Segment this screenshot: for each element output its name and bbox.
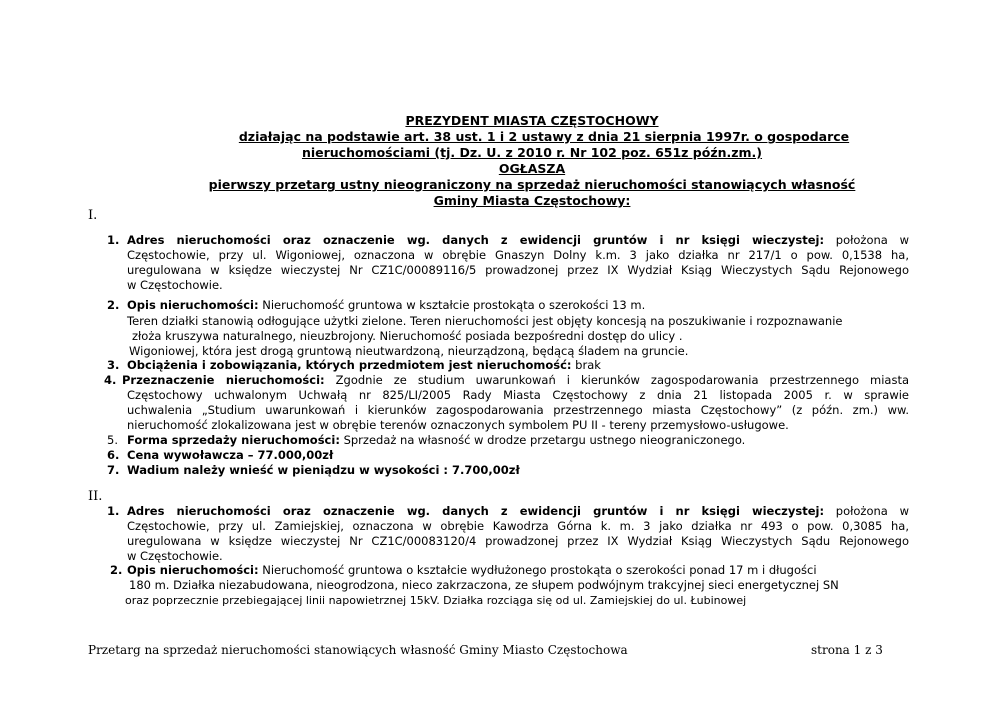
s1-item6-number: 6. xyxy=(107,448,120,462)
header-line-1: PREZYDENT MIASTA CZĘSTOCHOWY xyxy=(405,113,659,128)
s1-item1-line2: Częstochowie, przy ul. Wigoniowej, oznaczona w obrębie Gnaszyn Dolny k.m. 3 jako działka nr 217/1 o pow. 0,1538 ha, xyxy=(127,248,909,262)
s1-item1-line1-text: położona w xyxy=(835,233,909,247)
s2-item2-number: 2. xyxy=(110,563,123,577)
header-line-3: nieruchomościami (tj. Dz. U. z 2010 r. Nr 102 poz. 651z późn.zm.) xyxy=(301,145,763,160)
s2-item1-line1 xyxy=(127,504,909,519)
s1-item3-text: brak xyxy=(575,358,601,372)
s1-item5-number: 5. xyxy=(107,433,118,447)
s1-item3-line xyxy=(127,358,601,373)
header-line-5: pierwszy przetarg ustny nieograniczony na sprzedaż nieruchomości stanowiących własność xyxy=(208,177,856,192)
s1-item2-line3: złoża kruszywa naturalnego, nieuzbrojony. Nieruchomość posiada bezpośredni dostęp do ulicy . xyxy=(132,329,683,343)
header-line-4: OGŁASZA xyxy=(498,161,566,176)
s1-item5-text: Sprzedaż na własność w drodze przetargu ustnego nieograniczonego. xyxy=(343,433,746,447)
section-2-numeral: II. xyxy=(88,489,103,504)
s1-item1-label: Adres nieruchomości oraz oznaczenie wg. danych z ewidencji gruntów i nr księgi wieczystej: xyxy=(127,233,825,247)
s2-item1-line1-text: położona w xyxy=(835,504,909,518)
s1-item4-line1 xyxy=(122,373,909,388)
s1-item5-line xyxy=(127,433,745,448)
s2-item1-label: Adres nieruchomości oraz oznaczenie wg. danych z ewidencji gruntów i nr księgi wieczystej: xyxy=(127,504,825,518)
s2-item2-line2: 180 m. Działka niezabudowana, nieogrodzona, nieco zakrzaczona, ze słupem podwójnym trakcyjnej sieci energetycznej SN xyxy=(129,578,839,592)
header-line-2: działając na podstawie art. 38 ust. 1 i 2 ustawy z dnia 21 sierpnia 1997r. o gospodarce xyxy=(238,129,850,144)
s2-item2-line3: oraz poprzecznie przebiegającej linii napowietrznej 15kV. Działka rozciąga się od ul. Zamiejskiej do ul. Łubinowej xyxy=(125,594,747,607)
s1-item2-line4: Wigoniowej, która jest drogą gruntową nieutwardzoną, nieurządzoną, będącą śladem na gruncie. xyxy=(129,344,689,358)
page-number: strona 1 z 3 xyxy=(811,643,883,657)
s1-item4-line3: uchwalenia „Studium uwarunkowań i kierunków zagospodarowania przestrzennego miasta Częstochowy” (z późn. zm.) ww. xyxy=(127,403,909,417)
s1-item1-line3: uregulowana w księdze wieczystej Nr CZ1C/00089116/5 prowadzonej przez IX Wydział Ksiąg Wieczystych Sądu Rejonowego xyxy=(127,263,909,277)
s1-item1-number: 1. xyxy=(107,233,120,247)
s1-item4-line1-text: Zgodnie ze studium uwarunkowań i kierunków zagospodarowania przestrzennego miasta xyxy=(335,373,910,387)
s1-item2-label: Opis nieruchomości: xyxy=(127,298,259,312)
s1-item3-label: Obciążenia i zobowiązania, których przedmiotem jest nieruchomość: xyxy=(127,358,572,372)
s1-item2-line1-text: Nieruchomość gruntowa w kształcie prostokąta o szerokości 13 m. xyxy=(262,298,646,312)
s1-item7-number: 7. xyxy=(107,463,120,477)
s1-item4-line2: Częstochowy uchwalonym Uchwałą nr 825/LI/2005 Rady Miasta Częstochowy z dnia 21 listopada 2005 r. w sprawie xyxy=(127,388,909,402)
s1-item6-label: Cena wywoławcza – 77.000,00zł xyxy=(127,448,334,462)
s1-item5-label: Forma sprzedaży nieruchomości: xyxy=(127,433,340,447)
s2-item1-line2: Częstochowie, przy ul. Zamiejskiej, oznaczona w obrębie Kawodrza Górna k. m. 3 jako działka nr 493 o pow. 0,3085 ha, xyxy=(127,519,909,533)
section-1-numeral: I. xyxy=(88,208,98,223)
s1-item1-line4: w Częstochowie. xyxy=(127,278,223,292)
s2-item2-label: Opis nieruchomości: xyxy=(127,563,259,577)
s1-item3-number: 3. xyxy=(107,358,120,372)
s1-item2-line2: Teren działki stanowią odłogujące użytki zielone. Teren nieruchomości jest objęty koncesją na poszukiwanie i rozpoznawanie xyxy=(127,314,843,328)
s1-item7-label: Wadium należy wnieść w pieniądzu w wysokości : 7.700,00zł xyxy=(127,463,520,477)
s2-item2-line1-text: Nieruchomość gruntowa o kształcie wydłużonego prostokąta o szerokości ponad 17 m i długości xyxy=(262,563,817,577)
s1-item2-line1 xyxy=(127,298,645,313)
s1-item1-line1 xyxy=(127,233,909,248)
s2-item1-line3: uregulowana w księdze wieczystej Nr CZ1C/00083120/4 prowadzonej przez IX Wydział Ksiąg Wieczystych Sądu Rejonowego xyxy=(127,534,909,548)
s2-item2-line1 xyxy=(127,563,817,578)
header-line-6: Gminy Miasta Częstochowy: xyxy=(433,193,631,208)
s1-item4-number: 4. xyxy=(104,373,117,387)
footer-title: Przetarg na sprzedaż nieruchomości stanowiących własność Gminy Miasto Częstochowa xyxy=(88,643,628,657)
s1-item2-number: 2. xyxy=(107,298,120,312)
s1-item4-label: Przeznaczenie nieruchomości: xyxy=(122,373,325,387)
s2-item1-number: 1. xyxy=(107,504,120,518)
s1-item4-line4: nieruchomość zlokalizowana jest w obrębie terenów oznaczonych symbolem PU II - tereny przemysłowo-usługowe. xyxy=(127,418,789,432)
s2-item1-line4: w Częstochowie. xyxy=(127,549,223,563)
